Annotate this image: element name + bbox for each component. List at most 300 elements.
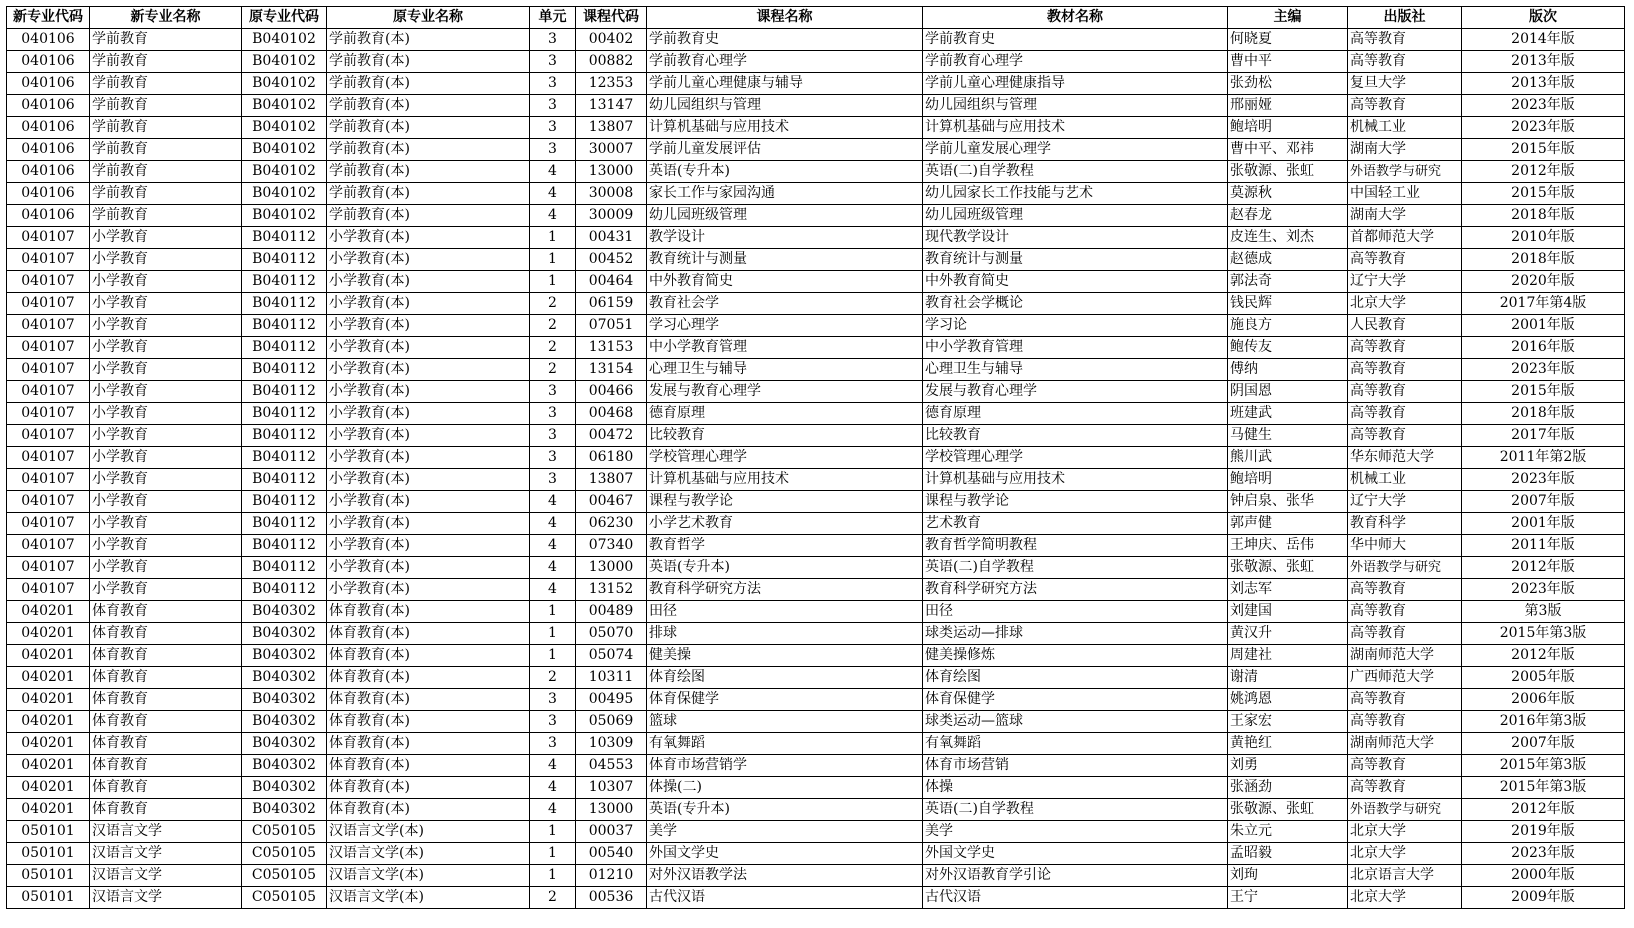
cell-editor: 鲍培明	[1228, 117, 1348, 139]
cell-editor: 王宁	[1228, 887, 1348, 909]
cell-edition: 2020年版	[1462, 271, 1625, 293]
cell-edition: 2023年版	[1462, 843, 1625, 865]
cell-textbook-name: 教育哲学简明教程	[923, 535, 1228, 557]
table-row	[7, 425, 1625, 447]
cell-new-major-code: 040201	[7, 777, 90, 799]
cell-course-code: 00037	[576, 821, 647, 843]
cell-course-code: 04553	[576, 755, 647, 777]
cell-course-code: 00468	[576, 403, 647, 425]
cell-edition: 2001年版	[1462, 315, 1625, 337]
cell-course-name: 篮球	[647, 711, 923, 733]
cell-course-name: 体育绘图	[647, 667, 923, 689]
table-row	[7, 315, 1625, 337]
cell-course-name: 田径	[647, 601, 923, 623]
cell-course-code: 05069	[576, 711, 647, 733]
cell-new-major-name: 小学教育	[90, 249, 242, 271]
cell-editor: 刘建国	[1228, 601, 1348, 623]
cell-course-code: 10309	[576, 733, 647, 755]
cell-publisher: 首都师范大学	[1348, 227, 1462, 249]
cell-course-code: 13807	[576, 117, 647, 139]
cell-unit: 4	[530, 513, 576, 535]
cell-course-code: 00472	[576, 425, 647, 447]
cell-course-code: 13153	[576, 337, 647, 359]
cell-course-name: 计算机基础与应用技术	[647, 117, 923, 139]
cell-old-major-code: B040302	[242, 645, 327, 667]
cell-editor: 刘勇	[1228, 755, 1348, 777]
table-row	[7, 733, 1625, 755]
cell-unit: 3	[530, 425, 576, 447]
cell-old-major-code: B040112	[242, 359, 327, 381]
cell-course-name: 美学	[647, 821, 923, 843]
cell-course-code: 30009	[576, 205, 647, 227]
cell-old-major-name: 小学教育(本)	[327, 337, 530, 359]
cell-old-major-name: 学前教育(本)	[327, 51, 530, 73]
cell-edition: 2012年版	[1462, 161, 1625, 183]
cell-unit: 4	[530, 755, 576, 777]
cell-publisher: 复旦大学	[1348, 73, 1462, 95]
cell-old-major-name: 小学教育(本)	[327, 271, 530, 293]
cell-new-major-name: 小学教育	[90, 227, 242, 249]
cell-edition: 2001年版	[1462, 513, 1625, 535]
cell-textbook-name: 幼儿园班级管理	[923, 205, 1228, 227]
cell-publisher: 外语教学与研究	[1348, 799, 1462, 821]
table-row	[7, 249, 1625, 271]
table-row	[7, 447, 1625, 469]
table-row	[7, 821, 1625, 843]
cell-publisher: 外语教学与研究	[1348, 557, 1462, 579]
cell-course-name: 教育科学研究方法	[647, 579, 923, 601]
cell-publisher: 湖南大学	[1348, 205, 1462, 227]
cell-new-major-name: 学前教育	[90, 29, 242, 51]
table-row	[7, 799, 1625, 821]
cell-publisher: 北京大学	[1348, 887, 1462, 909]
cell-course-code: 00489	[576, 601, 647, 623]
table-body	[7, 29, 1625, 909]
cell-editor: 张敬源、张虹	[1228, 557, 1348, 579]
cell-publisher: 北京大学	[1348, 821, 1462, 843]
cell-edition: 2015年版	[1462, 381, 1625, 403]
cell-old-major-name: 小学教育(本)	[327, 579, 530, 601]
cell-course-code: 13147	[576, 95, 647, 117]
cell-course-code: 30007	[576, 139, 647, 161]
cell-publisher: 华东师范大学	[1348, 447, 1462, 469]
cell-publisher: 人民教育	[1348, 315, 1462, 337]
cell-course-code: 00467	[576, 491, 647, 513]
cell-editor: 鲍培明	[1228, 469, 1348, 491]
cell-edition: 2017年版	[1462, 425, 1625, 447]
cell-textbook-name: 健美操修炼	[923, 645, 1228, 667]
cell-unit: 3	[530, 403, 576, 425]
course-table	[6, 6, 1625, 909]
cell-course-name: 英语(专升本)	[647, 161, 923, 183]
cell-old-major-name: 小学教育(本)	[327, 425, 530, 447]
cell-unit: 3	[530, 117, 576, 139]
cell-new-major-code: 040106	[7, 183, 90, 205]
cell-course-code: 12353	[576, 73, 647, 95]
cell-course-code: 00431	[576, 227, 647, 249]
cell-new-major-code: 050101	[7, 821, 90, 843]
cell-editor: 班建武	[1228, 403, 1348, 425]
cell-new-major-name: 小学教育	[90, 557, 242, 579]
cell-old-major-name: 体育教育(本)	[327, 667, 530, 689]
cell-textbook-name: 幼儿园家长工作技能与艺术	[923, 183, 1228, 205]
cell-textbook-name: 学前儿童发展心理学	[923, 139, 1228, 161]
cell-course-name: 计算机基础与应用技术	[647, 469, 923, 491]
cell-edition: 2000年版	[1462, 865, 1625, 887]
table-row	[7, 359, 1625, 381]
cell-publisher: 辽宁大学	[1348, 491, 1462, 513]
cell-new-major-code: 040201	[7, 733, 90, 755]
table-row	[7, 271, 1625, 293]
cell-editor: 谢清	[1228, 667, 1348, 689]
cell-publisher: 高等教育	[1348, 601, 1462, 623]
cell-unit: 1	[530, 623, 576, 645]
cell-unit: 1	[530, 821, 576, 843]
cell-old-major-code: B040112	[242, 557, 327, 579]
cell-unit: 3	[530, 733, 576, 755]
cell-textbook-name: 学前教育史	[923, 29, 1228, 51]
table-row	[7, 689, 1625, 711]
cell-new-major-name: 学前教育	[90, 117, 242, 139]
header-course-code: 课程代码	[576, 7, 647, 29]
cell-old-major-name: 学前教育(本)	[327, 139, 530, 161]
cell-unit: 3	[530, 139, 576, 161]
cell-course-code: 00402	[576, 29, 647, 51]
header-row	[7, 7, 1625, 29]
cell-old-major-name: 小学教育(本)	[327, 249, 530, 271]
cell-new-major-name: 学前教育	[90, 183, 242, 205]
cell-textbook-name: 中小学教育管理	[923, 337, 1228, 359]
table-row	[7, 403, 1625, 425]
cell-textbook-name: 学前教育心理学	[923, 51, 1228, 73]
cell-course-code: 07340	[576, 535, 647, 557]
cell-course-name: 英语(专升本)	[647, 557, 923, 579]
cell-edition: 2007年版	[1462, 733, 1625, 755]
header-unit: 单元	[530, 7, 576, 29]
cell-edition: 2018年版	[1462, 403, 1625, 425]
cell-new-major-name: 小学教育	[90, 271, 242, 293]
header-textbook-name: 教材名称	[923, 7, 1228, 29]
table-row	[7, 469, 1625, 491]
table-row	[7, 601, 1625, 623]
cell-unit: 4	[530, 491, 576, 513]
cell-old-major-code: B040112	[242, 403, 327, 425]
cell-old-major-name: 体育教育(本)	[327, 733, 530, 755]
cell-unit: 4	[530, 183, 576, 205]
cell-old-major-name: 小学教育(本)	[327, 447, 530, 469]
table-row	[7, 557, 1625, 579]
cell-editor: 张劲松	[1228, 73, 1348, 95]
cell-course-code: 00536	[576, 887, 647, 909]
cell-textbook-name: 现代教学设计	[923, 227, 1228, 249]
cell-edition: 2023年版	[1462, 469, 1625, 491]
cell-new-major-name: 小学教育	[90, 447, 242, 469]
cell-new-major-name: 汉语言文学	[90, 821, 242, 843]
cell-textbook-name: 英语(二)自学教程	[923, 557, 1228, 579]
cell-old-major-code: B040302	[242, 755, 327, 777]
cell-old-major-code: B040112	[242, 227, 327, 249]
cell-unit: 1	[530, 865, 576, 887]
cell-textbook-name: 比较教育	[923, 425, 1228, 447]
cell-editor: 赵春龙	[1228, 205, 1348, 227]
cell-textbook-name: 有氧舞蹈	[923, 733, 1228, 755]
cell-editor: 王坤庆、岳伟	[1228, 535, 1348, 557]
cell-edition: 2023年版	[1462, 359, 1625, 381]
cell-unit: 2	[530, 359, 576, 381]
cell-course-name: 中外教育简史	[647, 271, 923, 293]
cell-edition: 2011年版	[1462, 535, 1625, 557]
cell-edition: 2019年版	[1462, 821, 1625, 843]
cell-editor: 鲍传友	[1228, 337, 1348, 359]
cell-textbook-name: 幼儿园组织与管理	[923, 95, 1228, 117]
cell-course-code: 00466	[576, 381, 647, 403]
cell-new-major-name: 汉语言文学	[90, 843, 242, 865]
cell-course-name: 体育市场营销学	[647, 755, 923, 777]
cell-old-major-name: 小学教育(本)	[327, 293, 530, 315]
cell-old-major-name: 学前教育(本)	[327, 183, 530, 205]
cell-old-major-code: B040102	[242, 51, 327, 73]
cell-unit: 1	[530, 645, 576, 667]
cell-course-name: 心理卫生与辅导	[647, 359, 923, 381]
cell-course-name: 德育原理	[647, 403, 923, 425]
cell-textbook-name: 计算机基础与应用技术	[923, 469, 1228, 491]
cell-old-major-code: B040112	[242, 293, 327, 315]
table-row	[7, 139, 1625, 161]
cell-new-major-code: 040107	[7, 315, 90, 337]
cell-unit: 4	[530, 799, 576, 821]
cell-textbook-name: 学校管理心理学	[923, 447, 1228, 469]
table-row	[7, 29, 1625, 51]
cell-course-name: 幼儿园班级管理	[647, 205, 923, 227]
cell-editor: 钟启泉、张华	[1228, 491, 1348, 513]
cell-new-major-name: 小学教育	[90, 381, 242, 403]
cell-course-code: 13000	[576, 161, 647, 183]
cell-new-major-name: 体育教育	[90, 623, 242, 645]
table-row	[7, 337, 1625, 359]
cell-course-name: 学前儿童心理健康与辅导	[647, 73, 923, 95]
cell-course-name: 外国文学史	[647, 843, 923, 865]
cell-new-major-code: 040107	[7, 425, 90, 447]
cell-publisher: 高等教育	[1348, 711, 1462, 733]
cell-course-name: 古代汉语	[647, 887, 923, 909]
cell-course-code: 13000	[576, 799, 647, 821]
cell-course-name: 比较教育	[647, 425, 923, 447]
cell-new-major-code: 040107	[7, 227, 90, 249]
cell-new-major-name: 体育教育	[90, 799, 242, 821]
cell-old-major-code: B040102	[242, 139, 327, 161]
cell-editor: 朱立元	[1228, 821, 1348, 843]
cell-publisher: 北京大学	[1348, 293, 1462, 315]
cell-course-code: 06230	[576, 513, 647, 535]
cell-course-name: 学校管理心理学	[647, 447, 923, 469]
cell-new-major-name: 学前教育	[90, 95, 242, 117]
cell-old-major-code: B040112	[242, 337, 327, 359]
cell-old-major-code: B040112	[242, 271, 327, 293]
cell-old-major-name: 学前教育(本)	[327, 95, 530, 117]
cell-new-major-code: 040106	[7, 205, 90, 227]
cell-publisher: 湖南师范大学	[1348, 733, 1462, 755]
cell-new-major-name: 体育教育	[90, 711, 242, 733]
cell-textbook-name: 体育绘图	[923, 667, 1228, 689]
cell-new-major-code: 040107	[7, 447, 90, 469]
cell-new-major-code: 040107	[7, 337, 90, 359]
cell-course-code: 00495	[576, 689, 647, 711]
cell-edition: 2016年第3版	[1462, 711, 1625, 733]
cell-new-major-name: 小学教育	[90, 535, 242, 557]
cell-editor: 姚鸿恩	[1228, 689, 1348, 711]
cell-textbook-name: 美学	[923, 821, 1228, 843]
cell-course-code: 13152	[576, 579, 647, 601]
cell-old-major-code: B040102	[242, 183, 327, 205]
table-row	[7, 117, 1625, 139]
cell-editor: 刘志军	[1228, 579, 1348, 601]
cell-old-major-code: B040112	[242, 381, 327, 403]
cell-new-major-name: 小学教育	[90, 513, 242, 535]
cell-publisher: 广西师范大学	[1348, 667, 1462, 689]
cell-unit: 4	[530, 777, 576, 799]
cell-old-major-name: 汉语言文学(本)	[327, 821, 530, 843]
cell-old-major-code: B040112	[242, 535, 327, 557]
cell-course-code: 00452	[576, 249, 647, 271]
cell-editor: 邢丽娅	[1228, 95, 1348, 117]
cell-publisher: 北京语言大学	[1348, 865, 1462, 887]
cell-new-major-code: 040107	[7, 513, 90, 535]
cell-old-major-code: C050105	[242, 843, 327, 865]
cell-editor: 黄汉升	[1228, 623, 1348, 645]
cell-editor: 熊川武	[1228, 447, 1348, 469]
table-row	[7, 645, 1625, 667]
cell-new-major-name: 学前教育	[90, 51, 242, 73]
header-edition: 版次	[1462, 7, 1625, 29]
cell-old-major-code: B040112	[242, 469, 327, 491]
cell-course-name: 学前教育心理学	[647, 51, 923, 73]
cell-publisher: 中国轻工业	[1348, 183, 1462, 205]
cell-new-major-code: 040107	[7, 359, 90, 381]
cell-textbook-name: 德育原理	[923, 403, 1228, 425]
table-row	[7, 623, 1625, 645]
cell-course-name: 教学设计	[647, 227, 923, 249]
cell-edition: 2015年第3版	[1462, 623, 1625, 645]
cell-course-code: 01210	[576, 865, 647, 887]
cell-new-major-name: 学前教育	[90, 161, 242, 183]
cell-new-major-code: 040201	[7, 755, 90, 777]
table-row	[7, 491, 1625, 513]
cell-unit: 2	[530, 337, 576, 359]
cell-publisher: 高等教育	[1348, 381, 1462, 403]
cell-publisher: 高等教育	[1348, 777, 1462, 799]
cell-new-major-name: 小学教育	[90, 425, 242, 447]
cell-unit: 2	[530, 293, 576, 315]
cell-unit: 1	[530, 843, 576, 865]
cell-textbook-name: 课程与教学论	[923, 491, 1228, 513]
cell-old-major-name: 小学教育(本)	[327, 403, 530, 425]
cell-course-code: 06180	[576, 447, 647, 469]
cell-edition: 第3版	[1462, 601, 1625, 623]
cell-old-major-name: 汉语言文学(本)	[327, 887, 530, 909]
cell-old-major-code: B040102	[242, 117, 327, 139]
cell-publisher: 高等教育	[1348, 403, 1462, 425]
cell-course-name: 课程与教学论	[647, 491, 923, 513]
cell-new-major-name: 小学教育	[90, 293, 242, 315]
cell-course-code: 00540	[576, 843, 647, 865]
cell-new-major-code: 040106	[7, 139, 90, 161]
cell-new-major-name: 体育教育	[90, 777, 242, 799]
cell-course-code: 10311	[576, 667, 647, 689]
cell-textbook-name: 英语(二)自学教程	[923, 799, 1228, 821]
cell-new-major-code: 040201	[7, 799, 90, 821]
cell-new-major-code: 050101	[7, 865, 90, 887]
cell-new-major-code: 040201	[7, 667, 90, 689]
cell-publisher: 高等教育	[1348, 249, 1462, 271]
cell-old-major-name: 学前教育(本)	[327, 73, 530, 95]
cell-old-major-name: 学前教育(本)	[327, 117, 530, 139]
cell-textbook-name: 发展与教育心理学	[923, 381, 1228, 403]
cell-old-major-name: 学前教育(本)	[327, 29, 530, 51]
cell-publisher: 高等教育	[1348, 359, 1462, 381]
cell-editor: 阴国恩	[1228, 381, 1348, 403]
cell-publisher: 高等教育	[1348, 425, 1462, 447]
cell-course-name: 中小学教育管理	[647, 337, 923, 359]
table-row	[7, 161, 1625, 183]
cell-publisher: 高等教育	[1348, 337, 1462, 359]
cell-textbook-name: 球类运动—排球	[923, 623, 1228, 645]
cell-old-major-name: 小学教育(本)	[327, 381, 530, 403]
cell-editor: 王家宏	[1228, 711, 1348, 733]
cell-edition: 2013年版	[1462, 73, 1625, 95]
cell-course-name: 教育哲学	[647, 535, 923, 557]
table-row	[7, 73, 1625, 95]
cell-edition: 2006年版	[1462, 689, 1625, 711]
cell-new-major-name: 小学教育	[90, 491, 242, 513]
cell-unit: 3	[530, 95, 576, 117]
cell-publisher: 湖南大学	[1348, 139, 1462, 161]
cell-unit: 3	[530, 51, 576, 73]
cell-new-major-code: 040107	[7, 535, 90, 557]
cell-textbook-name: 教育社会学概论	[923, 293, 1228, 315]
cell-textbook-name: 英语(二)自学教程	[923, 161, 1228, 183]
cell-publisher: 辽宁大学	[1348, 271, 1462, 293]
cell-editor: 张敬源、张虹	[1228, 161, 1348, 183]
cell-publisher: 高等教育	[1348, 51, 1462, 73]
cell-editor: 何晓夏	[1228, 29, 1348, 51]
header-editor: 主编	[1228, 7, 1348, 29]
cell-editor: 马健生	[1228, 425, 1348, 447]
cell-course-code: 30008	[576, 183, 647, 205]
cell-new-major-name: 小学教育	[90, 337, 242, 359]
cell-publisher: 高等教育	[1348, 689, 1462, 711]
cell-course-name: 对外汉语教学法	[647, 865, 923, 887]
cell-new-major-name: 小学教育	[90, 315, 242, 337]
table-row	[7, 755, 1625, 777]
cell-old-major-code: B040102	[242, 205, 327, 227]
cell-editor: 孟昭毅	[1228, 843, 1348, 865]
cell-unit: 2	[530, 887, 576, 909]
cell-new-major-code: 040106	[7, 51, 90, 73]
cell-unit: 3	[530, 689, 576, 711]
cell-old-major-name: 汉语言文学(本)	[327, 865, 530, 887]
cell-old-major-name: 小学教育(本)	[327, 491, 530, 513]
cell-edition: 2016年版	[1462, 337, 1625, 359]
cell-old-major-name: 小学教育(本)	[327, 535, 530, 557]
cell-course-name: 家长工作与家园沟通	[647, 183, 923, 205]
cell-course-name: 学习心理学	[647, 315, 923, 337]
cell-old-major-name: 体育教育(本)	[327, 623, 530, 645]
cell-new-major-name: 学前教育	[90, 139, 242, 161]
cell-course-name: 有氧舞蹈	[647, 733, 923, 755]
cell-course-code: 10307	[576, 777, 647, 799]
cell-edition: 2011年第2版	[1462, 447, 1625, 469]
cell-course-code: 05070	[576, 623, 647, 645]
